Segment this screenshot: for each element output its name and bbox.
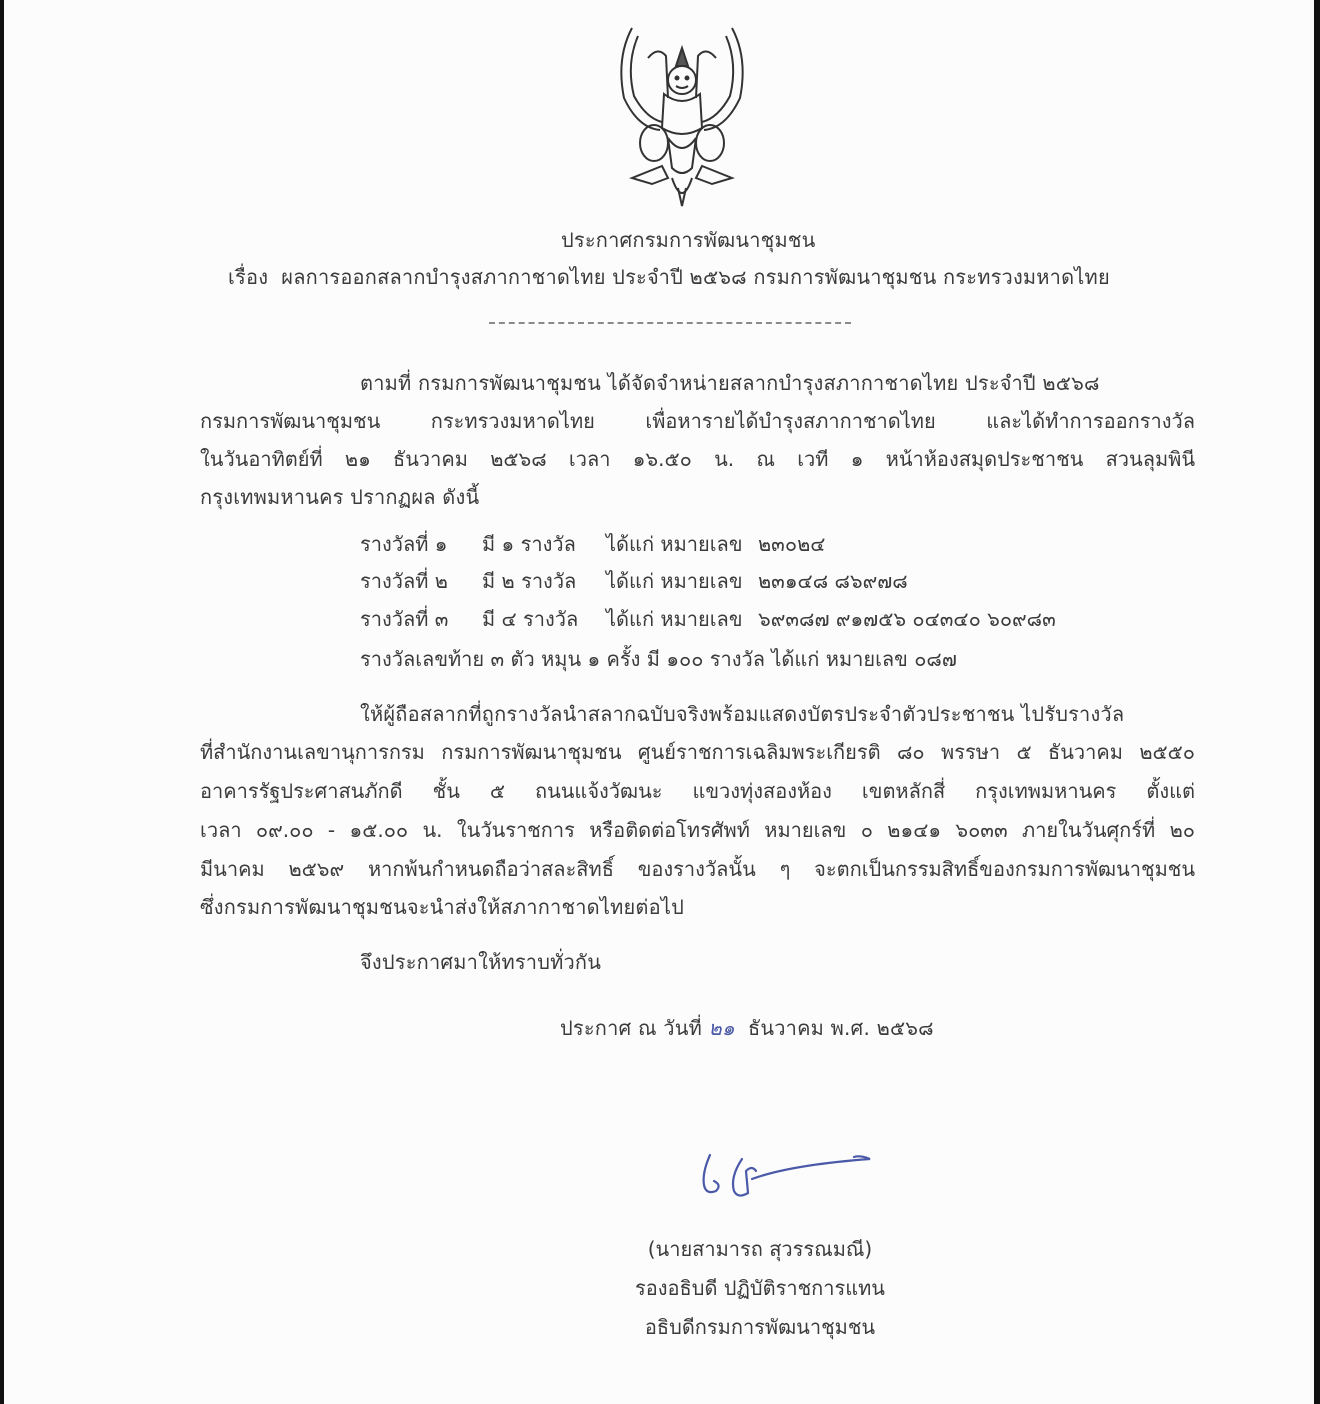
prize-numbers: ๖๙๓๘๗ ๙๑๗๕๖ ๐๔๓๔๐ ๖๐๙๘๓	[758, 607, 1056, 631]
subject-label: เรื่อง	[228, 265, 269, 289]
prize-label: ได้แก่ หมายเลข	[606, 607, 743, 631]
subject-text: ผลการออกสลากบำรุงสภากาชาดไทย ประจำปี ๒๕๖๘ กรมการพัฒนาชุมชน กระทรวงมหาดไทย	[281, 265, 1110, 289]
prize-count: มี ๔ รางวัล	[482, 607, 579, 631]
prize-row-2	[360, 567, 908, 595]
date-suffix: ธันวาคม พ.ศ. ๒๕๖๘	[747, 1016, 934, 1040]
signatory-name: (นายสามารถ สุวรรณมณี)	[647, 1237, 873, 1261]
prize-row-3	[360, 605, 1056, 633]
prize-name: รางวัลที่ ๒	[360, 569, 448, 593]
paragraph2-line: ให้ผู้ถือสลากที่ถูกรางวัลนำสลากฉบับจริงพร้อมแสดงบัตรประจำตัวประชาชน ไปรับรางวัล	[360, 702, 1125, 726]
prize-label: ได้แก่ หมายเลข	[606, 569, 743, 593]
signatory-position-1: รองอธิบดี ปฏิบัติราชการแทน	[635, 1276, 885, 1300]
paragraph2-line: ซึ่งกรมการพัฒนาชุมชนจะนำส่งให้สภากาชาดไทยต่อไป	[200, 895, 684, 919]
date-prefix: ประกาศ ณ วันที่	[560, 1016, 702, 1040]
prize-label: ได้แก่ หมายเลข	[606, 532, 743, 556]
prize-name: รางวัลที่ ๓	[360, 607, 449, 631]
announcement-subject	[228, 263, 1110, 291]
paragraph2-line: มีนาคม ๒๕๖๙ หากพ้นกำหนดถือว่าสละสิทธิ์ ของรางวัลนั้น ๆ จะตกเป็นกรรมสิทธิ์ของกรมการพัฒนาชุมชน	[200, 857, 1195, 881]
signatory-position-2: อธิบดีกรมการพัฒนาชุมชน	[644, 1315, 876, 1339]
last-three-digits-prize: รางวัลเลขท้าย ๓ ตัว หมุน ๑ ครั้ง มี ๑๐๐ รางวัล ได้แก่ หมายเลข ๐๘๗	[360, 647, 957, 671]
prize-row-1	[360, 530, 825, 558]
handwritten-day: ๒๑	[708, 1016, 735, 1040]
paragraph1-line: กรมการพัฒนาชุมชน กระทรวงมหาดไทย เพื่อหารายได้บำรุงสภากาชาดไทย และได้ทำการออกรางวัล	[200, 409, 1195, 433]
garuda-emblem-icon	[612, 18, 752, 208]
signature-icon	[690, 1145, 880, 1205]
prize-count: มี ๒ รางวัล	[482, 569, 577, 593]
prize-numbers: ๒๓๐๒๔	[758, 532, 826, 556]
announcement-date	[560, 1014, 934, 1042]
paragraph1-line: ตามที่ กรมการพัฒนาชุมชน ได้จัดจำหน่ายสลากบำรุงสภากาชาดไทย ประจำปี ๒๕๖๘	[360, 371, 1100, 395]
announcement-title: ประกาศกรมการพัฒนาชุมชน	[561, 228, 816, 252]
paragraph1-line: กรุงเทพมหานคร ปรากฏผล ดังนี้	[200, 485, 480, 509]
paragraph1-line: ในวันอาทิตย์ที่ ๒๑ ธันวาคม ๒๕๖๘ เวลา ๑๖.๕๐ น. ณ เวที ๑ หน้าห้องสมุดประชาชน สวนลุมพินี	[200, 447, 1195, 471]
dashed-divider	[489, 322, 851, 324]
paragraph2-line: ที่สำนักงานเลขานุการกรม กรมการพัฒนาชุมชน ศูนย์ราชการเฉลิมพระเกียรติ ๘๐ พรรษา ๕ ธันวาคม ๒๕๕๐	[200, 740, 1195, 764]
closing-statement: จึงประกาศมาให้ทราบทั่วกัน	[360, 950, 602, 974]
prize-count: มี ๑ รางวัล	[482, 532, 576, 556]
paragraph2-line: อาคารรัฐประศาสนภักดี ชั้น ๕ ถนนแจ้งวัฒนะ แขวงทุ่งสองห้อง เขตหลักสี่ กรุงเทพมหานคร ตั้งแต่	[200, 779, 1195, 803]
prize-numbers: ๒๓๑๔๘ ๘๖๙๗๘	[758, 569, 908, 593]
paragraph2-line: เวลา ๐๙.๐๐ - ๑๕.๐๐ น. ในวันราชการ หรือติดต่อโทรศัพท์ หมายเลข ๐ ๒๑๔๑ ๖๐๓๓ ภายในวันศุกร์ที่ ๒๐	[200, 818, 1195, 842]
prize-name: รางวัลที่ ๑	[360, 532, 448, 556]
